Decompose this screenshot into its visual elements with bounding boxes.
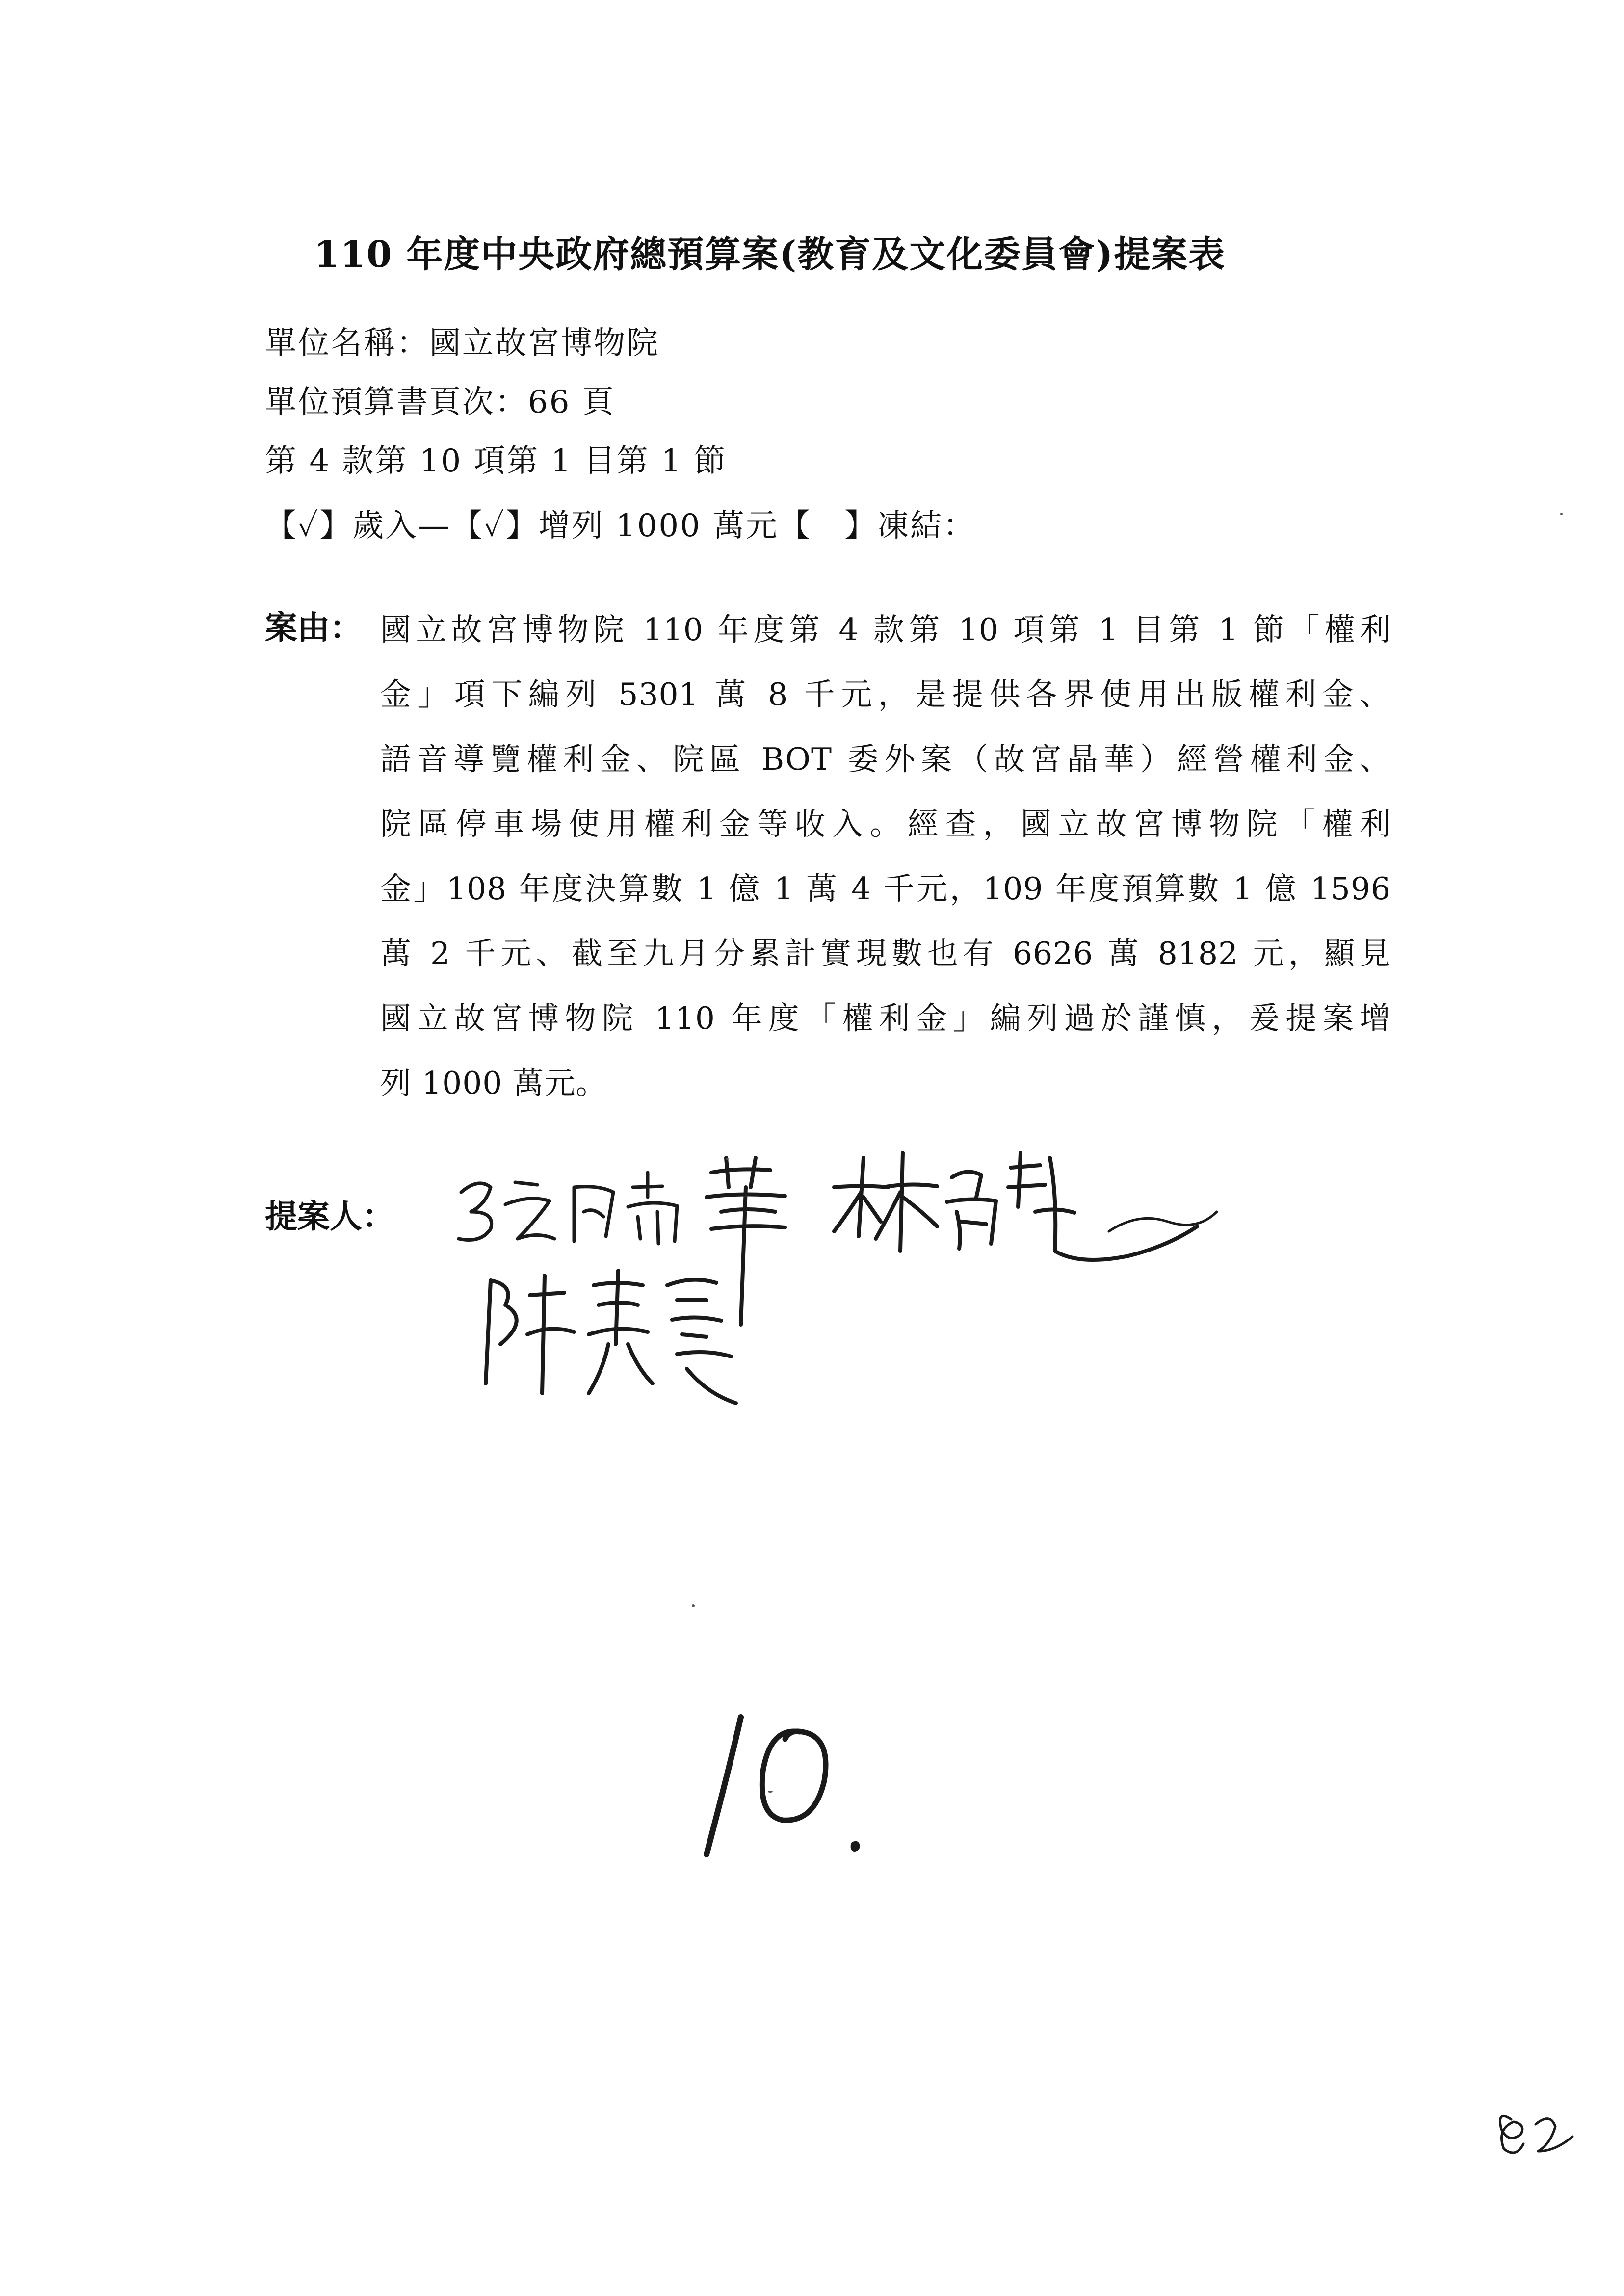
- scan-speck: [768, 1791, 773, 1793]
- reason-line: 院區停車場使用權利金等收入。經查，國立故宮博物院「權利: [380, 806, 1391, 842]
- reason-line: 國立故宮博物院 110 年度「權利金」編列過於謹慎，爰提案增: [380, 1000, 1391, 1036]
- reason-line: 萬 2 千元、截至九月分累計實現數也有 6626 萬 8182 元，顯見: [380, 936, 1391, 971]
- scan-speck: [726, 1158, 729, 1160]
- budget-section: 第 4 款第 10 項第 1 目第 1 節: [265, 443, 727, 479]
- proposer-label: 提案人：: [265, 1197, 394, 1235]
- scan-speck: [692, 1604, 695, 1607]
- document-title: 110 年度中央政府總預算案(教育及文化委員會)提案表: [314, 234, 1226, 276]
- budget-page-reference: 單位預算書頁次：66 頁: [265, 384, 615, 420]
- handwritten-signatures: [432, 1138, 1256, 1413]
- reason-line: 金」108 年度決算數 1 億 1 萬 4 千元，109 年度預算數 1 億 1596: [380, 871, 1391, 907]
- reason-line: 國立故宮博物院 110 年度第 4 款第 10 項第 1 目第 1 節「權利: [380, 612, 1391, 648]
- reason-line: 語音導覽權利金、院區 BOT 委外案（故宮晶華）經營權利金、: [380, 741, 1391, 777]
- handwritten-page-number: [1487, 2095, 1585, 2164]
- unit-name: 單位名稱：國立故宮博物院: [265, 325, 659, 362]
- action-checkbox-line: 【✓】歲入—【✓】增列 1000 萬元【 】凍結：: [265, 508, 976, 544]
- reason-body: [380, 598, 1391, 1116]
- reason-line: 金」項下編列 5301 萬 8 千元，是提供各界使用出版權利金、: [380, 677, 1391, 712]
- reason-line: 列 1000 萬元。: [380, 1065, 607, 1101]
- handwritten-item-number: [677, 1697, 883, 1874]
- scan-speck: [1560, 513, 1563, 515]
- reason-label: 案由：: [265, 608, 362, 647]
